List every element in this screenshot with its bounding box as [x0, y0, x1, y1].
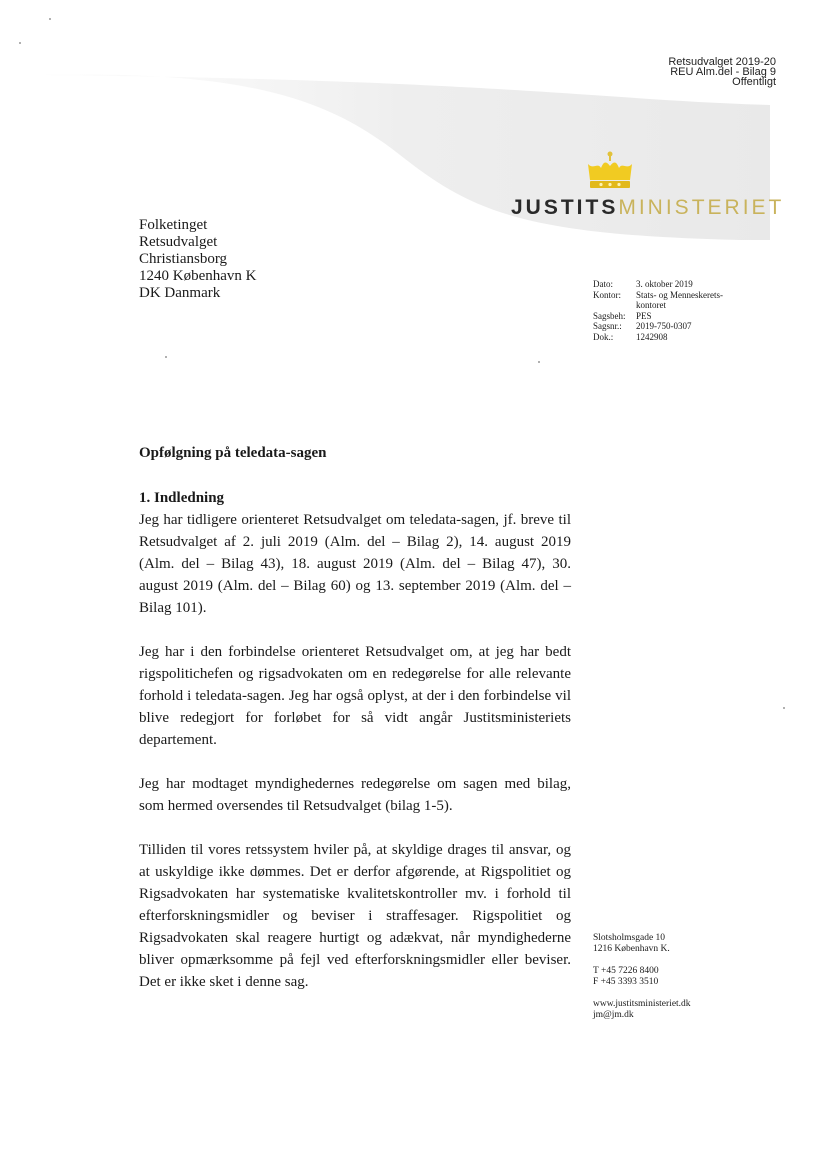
recipient-line: 1240 København K	[139, 268, 257, 284]
stamp-line-1: Retsudvalget 2019-20	[668, 56, 776, 68]
meta-row-case-number	[593, 321, 723, 332]
footer-address-line: Slotsholmsgade 10	[593, 933, 666, 943]
stamp-line-3: Offentligt	[732, 76, 776, 88]
letter-body	[139, 487, 571, 993]
meta-value: kontoret	[636, 300, 666, 310]
scan-speck	[19, 42, 21, 44]
meta-label	[593, 300, 636, 311]
meta-label: Dato:	[593, 279, 613, 289]
logo-part-justits: JUSTITS	[511, 196, 619, 219]
stamp-line-2: REU Alm.del - Bilag 9	[670, 66, 776, 78]
scan-speck	[49, 18, 51, 20]
body-paragraph: Tilliden til vores retssystem hviler på, at skyldige drages til ansvar, og at uskyldige ikke dømmes. Det er derfor afgørende, at Rigspolitiet og Rigsadvokaten har systematiske kvalitetskontroller mv. i forhold til efterforskningsmidler og beviser i straffesager. Rigspolitiet og Rigsadvokaten skal reagere hurtigt og adækvat, når myndighederne bliver opmærksomme på fejl ved efterforskningsmidler eller beviser. Det er ikke sket i denne sag.	[139, 842, 571, 990]
scan-speck	[165, 356, 167, 358]
body-paragraph: Jeg har tidligere orienteret Retsudvalget om teledata-sagen, jf. breve til Retsudvalget af 2. juli 2019 (Alm. del – Bilag 2), 14. august 2019 (Alm. del – Bilag 43), 18. august 2019 (Alm. del – Bilag 47), 30. august 2019 (Alm. del – Bilag 60) og 13. september 2019 (Alm. del – Bilag 101).	[139, 512, 571, 616]
ministry-logo-wordmark	[511, 196, 784, 220]
recipient-line: DK Danmark	[139, 285, 221, 301]
recipient-line: Folketinget	[139, 217, 208, 233]
footer-phones	[593, 966, 691, 988]
ministry-contact-footer	[593, 933, 691, 1021]
meta-label: Sagsnr.:	[593, 321, 622, 331]
logo-part-ministeriet: MINISTERIET	[618, 196, 785, 219]
meta-value: Stats- og Menneskerets-	[636, 289, 723, 300]
body-paragraph: Jeg har i den forbindelse orienteret Retsudvalget om, at jeg har bedt rigspolitichefen og rigsadvokaten om en redegørelse for alle relevante forhold i teledata-sagen. Jeg har også oplyst, at der i den forbindelse vil blive redegjort for forløbet for så vidt angår Justitsministeriets departement.	[139, 644, 571, 748]
footer-address-line: 1216 København K.	[593, 944, 670, 954]
meta-row-doc	[593, 332, 723, 343]
footer-address	[593, 933, 691, 955]
meta-label: Dok.:	[593, 331, 614, 342]
letterhead-swoosh	[0, 60, 828, 250]
footer-website-link[interactable]: www.justitsministeriet.dk	[593, 999, 691, 1009]
meta-label: Sagsbeh:	[593, 310, 626, 321]
footer-email-link[interactable]: jm@jm.dk	[593, 1010, 634, 1020]
letter-title: Opfølgning på teledata-sagen	[139, 445, 327, 461]
meta-value: 2019-750-0307	[636, 321, 692, 331]
meta-row-office	[593, 290, 723, 301]
footer-fax: F +45 3393 3510	[593, 977, 659, 987]
crown-icon	[585, 150, 635, 194]
footer-phone: T +45 7226 8400	[593, 966, 659, 976]
scan-speck	[783, 707, 785, 709]
case-metadata	[593, 279, 723, 342]
recipient-line: Retsudvalget	[139, 234, 218, 250]
footer-online	[593, 999, 691, 1021]
meta-value: 1242908	[636, 331, 668, 342]
recipient-line: Christiansborg	[139, 251, 228, 267]
meta-row-office-cont	[593, 300, 723, 311]
meta-label: Kontor:	[593, 289, 621, 300]
meta-value: 3. oktober 2019	[636, 279, 693, 289]
recipient-address	[139, 217, 256, 302]
scan-speck	[538, 361, 540, 363]
body-paragraph: Jeg har modtaget myndighedernes redegørelse om sagen med bilag, som hermed oversendes til Retsudvalget (bilag 1-5).	[139, 776, 571, 814]
metadata-table	[593, 279, 723, 342]
meta-row-date	[593, 279, 723, 290]
meta-value: PES	[636, 310, 652, 321]
meta-row-handler	[593, 311, 723, 322]
section-heading: 1. Indledning	[139, 490, 225, 506]
